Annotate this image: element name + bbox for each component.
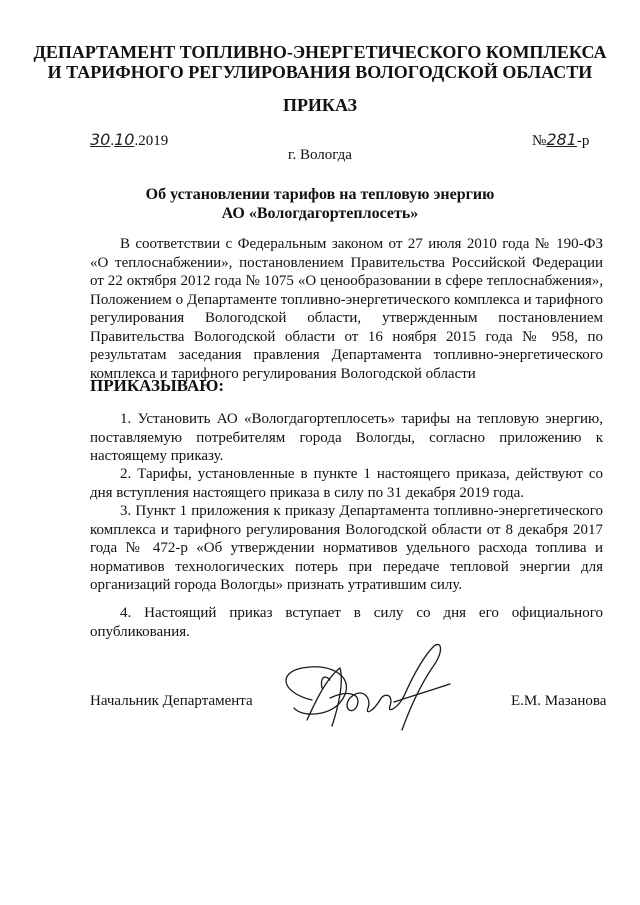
handwritten-signature: [272, 638, 462, 738]
department-name-line-1: ДЕПАРТАМЕНТ ТОПЛИВНО-ЭНЕРГЕТИЧЕСКОГО КОМПЛЕКСА: [33, 42, 607, 62]
order-item-2: 2. Тарифы, установленные в пункте 1 настоящего приказа, действуют со дня вступления настоящего приказа в силу по 31 декабря 2019 года.: [90, 466, 603, 501]
date-year: 2019: [138, 133, 169, 149]
order-item-1: 1. Установить АО «Вологдагортеплосеть» тарифы на тепловую энергию, поставляемую потребителям города Вологды, согласно приложению к настоящему приказу.: [90, 411, 603, 464]
number-prefix: №: [532, 133, 547, 149]
department-name-line-2: И ТАРИФНОГО РЕГУЛИРОВАНИЯ ВОЛОГОДСКОЙ ОБЛАСТИ: [47, 62, 593, 82]
signatory-role: Начальник Департамента: [90, 693, 253, 709]
number-suffix: -р: [576, 133, 590, 149]
signatory-name: Е.М. Мазанова: [511, 693, 607, 709]
document-type: ПРИКАЗ: [282, 95, 358, 115]
date-month: 10: [114, 130, 135, 149]
subject-line-2: АО «Вологдагортеплосеть»: [221, 205, 419, 222]
city: г. Вологда: [288, 147, 352, 163]
subject-line-1: Об установлении тарифов на тепловую энергию: [145, 186, 495, 203]
date-separator-2: .: [134, 133, 139, 149]
order-item-4: 4. Настоящий приказ вступает в силу со дня его официального опубликования.: [90, 605, 603, 640]
date-separator-1: .: [110, 133, 115, 149]
order-word: ПРИКАЗЫВАЮ:: [90, 376, 225, 395]
preamble-paragraph: В соответствии с Федеральным законом от 27 июля 2010 года № 190-ФЗ «О теплоснабжении», постановлением Правительства Российской Федерации от 22 октября 2012 года № 1075 «О ценообразовании в сфере теплоснабжения», Положением о Департаменте топливно-энергетического комплекса и тарифного регулирования Вологодской области, утвержденным постановлением Правительства Вологодской области от 16 ноября 2015 года № 958, по результатам заседания правления Департамента топливно-энергетического комплекса и тарифного регулирования Вологодской области: [90, 236, 603, 382]
order-item-3: 3. Пункт 1 приложения к приказу Департамента топливно-энергетического комплекса и тарифного регулирования Вологодской области от 8 декабря 2017 года № 472-р «Об утверждении нормативов удельного расхода топлива и нормативов технологических потерь при передаче тепловой энергии для организаций города Вологды» признать утратившим силу.: [90, 503, 603, 593]
number-value: 281: [546, 130, 577, 149]
date-day: 30: [90, 130, 111, 149]
